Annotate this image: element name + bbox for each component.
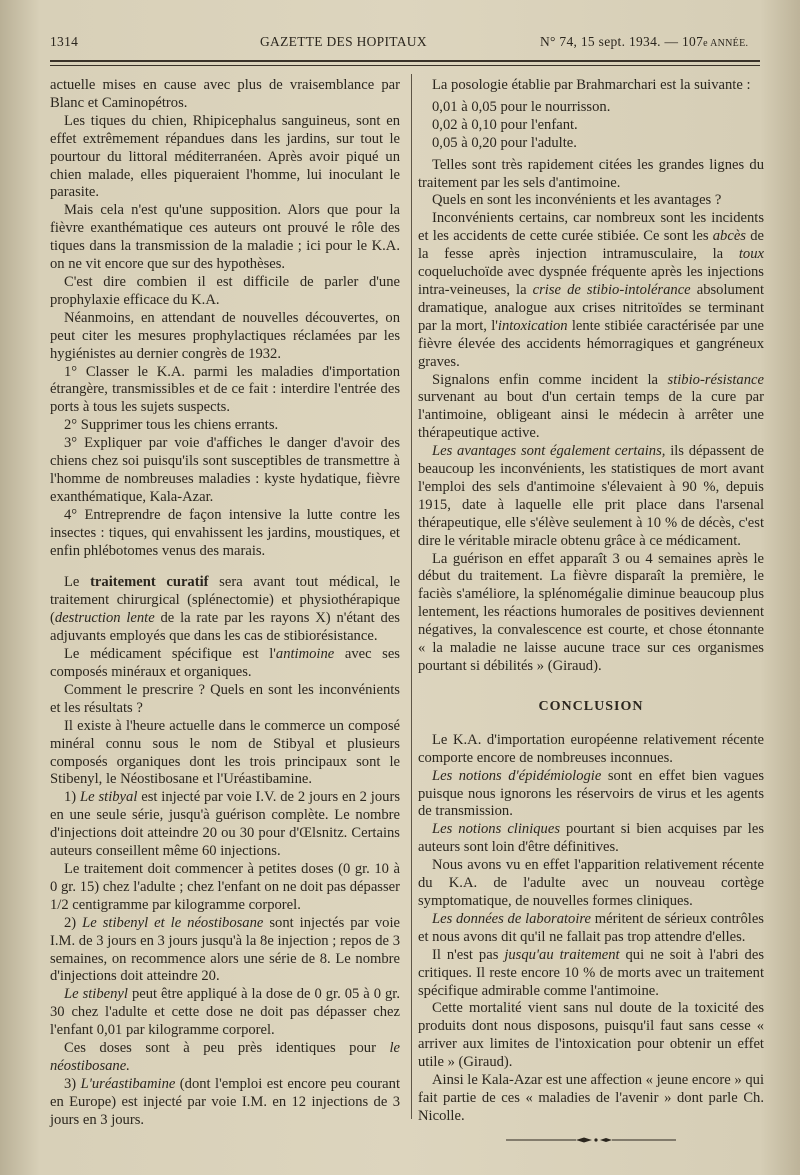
section-title-conclusion: CONCLUSION xyxy=(538,698,644,714)
end-ornament-icon xyxy=(506,1136,676,1144)
paragraph xyxy=(50,1076,400,1130)
header-rule-thin xyxy=(50,65,760,66)
paragraph: Cette mortalité vient sans nul doute de la toxicité des produits dont nous disposons, puisqu'il faut sans cesse « arriver aux limites de l'intoxication pour obtenir un effet utile » (Giraud). xyxy=(418,1000,764,1071)
text: 2) xyxy=(64,914,83,931)
text: sont injectés par voie I.M. de 3 jours en 3 jours jusqu'à la 8e injection ; repos de 3 semaines, on recommence alors une série de 8. Le nombre d'injections doit atteindre 20. xyxy=(50,914,400,985)
text: Inconvénients certains, car nombreux sont les incidents et les accidents de cette curée stibiée. Ce sont les xyxy=(418,210,764,245)
italic-term: destruction lente xyxy=(54,610,155,627)
issue-info xyxy=(540,34,748,50)
italic-term: antimoine xyxy=(275,646,335,663)
text: Le médicament spécifique est l' xyxy=(64,646,276,663)
paragraph xyxy=(50,986,400,1040)
bold-term: traitement curatif xyxy=(90,574,209,591)
italic-term: le néostibosane. xyxy=(50,1040,400,1074)
paragraph: Telles sont très rapidement citées les grandes lignes du traitement par les sels d'antimoine. xyxy=(418,156,764,191)
italic-term: Les avantages sont également certains, xyxy=(432,443,666,460)
issue-year: e ANNÉE. xyxy=(703,38,749,49)
dosage-list xyxy=(432,99,764,153)
text: survenant au bout d'un certain temps de la cure par l'antimoine, obligeant ainsi le médecin à arrêter une thérapeutique active. xyxy=(418,389,764,442)
italic-term: L'uréastibamine xyxy=(80,1075,176,1092)
paragraph xyxy=(418,911,764,947)
paragraph xyxy=(50,1040,400,1076)
end-ornament xyxy=(506,1136,676,1144)
text: 3) xyxy=(64,1075,81,1092)
measure-item: 4° Entreprendre de façon intensive la lutte contre les insectes : tiques, qui envahissent les jardins, moustiques, et enfin phlébotomes venus des marais. xyxy=(50,506,400,559)
left-column xyxy=(50,77,400,1130)
dosage-item: 0,01 à 0,05 pour le nourrisson. xyxy=(432,98,611,115)
text: Le xyxy=(64,574,91,591)
paragraph: Les tiques du chien, Rhipicephalus sanguineus, sont en effet extrêmement répandues dans les jardins, sur tout le pourtour du littoral méditerranéen. Après avoir piqué un chien malade, elles piqueraient l'homme, lui inoculant le parasite. xyxy=(50,112,400,201)
paragraph: actuelle mises en cause avec plus de vraisemblance par Blanc et Caminopétros. xyxy=(50,77,400,111)
italic-term: Le stibyal xyxy=(80,789,138,806)
text: 1) xyxy=(64,789,81,806)
paragraph: Le K.A. d'importation européenne relativement récente comporte encore de nombreuses inconnues. xyxy=(418,731,764,766)
header-rule-thick xyxy=(50,60,760,62)
paragraph: Néanmoins, en attendant de nouvelles découvertes, on peut citer les mesures prophylactiques réclamées par les hygiénistes au dernier congrès de 1932. xyxy=(50,309,400,362)
paragraph xyxy=(50,789,400,861)
text: Ces doses sont à peu près identiques pour xyxy=(64,1040,390,1057)
paragraph: Mais cela n'est qu'une supposition. Alors que pour la fièvre exanthématique ces auteurs ont prouvé le rôle des tiques dans la transmission de la maladie ; ici pour le K.A. on ne vit encore que sur des hypothèses. xyxy=(50,202,400,273)
dosage-item: 0,05 à 0,20 pour l'adulte. xyxy=(432,134,577,151)
right-column xyxy=(418,77,764,1144)
text: (dont l'emploi est encore peu courant en Europe) est injecté par voie I.M. en 12 injections de 3 jours en 3 jours. xyxy=(50,1075,400,1128)
paragraph: C'est dire combien il est difficile de parler d'une prophylaxie efficace du K.A. xyxy=(50,273,400,308)
italic-term: Les notions d'épidémiologie xyxy=(432,767,602,784)
paragraph-treatment xyxy=(50,574,400,646)
italic-term: abcès xyxy=(712,228,746,245)
paragraph xyxy=(50,915,400,987)
text: qui ne soit à l'abri des critiques. Il reste encore 10 % de morts avec un traitement spécifique admirable comme l'antimoine. xyxy=(418,946,764,999)
paragraph-inconvenients xyxy=(418,210,764,371)
paragraph: La guérison en effet apparaît 3 ou 4 semaines après le début du traitement. La fièvre disparaît la première, le faciès s'améliore, la splénomégalie diminue beaucoup plus lentement, les réactions humorales de positives deviennent négatives, la convalescence est courte, et chose étonnante « la maladie ne laisse aucune trace sur ces organismes pourtant si débilités » (Giraud). xyxy=(418,550,764,674)
italic-term: jusqu'au traitement xyxy=(504,946,620,963)
text: pourtant si bien acquises par les auteurs sont loin d'être définitives. xyxy=(418,821,764,856)
paragraph xyxy=(418,768,764,822)
text: absolument dramatique, analogue aux crises nitritoïdes se terminant par la mort, l' xyxy=(418,281,764,334)
paragraph: Le traitement doit commencer à petites doses (0 gr. 10 à 0 gr. 15) chez l'adulte ; chez l'enfant on ne doit pas dépasser 1/2 centigramme par kilogramme corporel. xyxy=(50,860,400,913)
italic-term: intoxication xyxy=(497,317,568,334)
paragraph: Nous avons vu en effet l'apparition relativement récente du K.A. de l'adulte avec un nouveau cortège symptomatique, de nouvelles formes cliniques. xyxy=(418,857,764,909)
text: de la rate par les rayons X) n'étant des adjuvants employés que dans les cas de stibiorésistance. xyxy=(50,610,400,645)
paragraph xyxy=(418,372,764,444)
italic-term: Le stibenyl xyxy=(64,986,128,1003)
column-divider xyxy=(411,74,412,1119)
paragraph: La posologie établie par Brahmarchari est la suivante : xyxy=(432,77,751,93)
paragraph xyxy=(50,646,400,682)
italic-term: stibio-résistance xyxy=(667,371,764,388)
italic-term: Les données de laboratoire xyxy=(432,910,592,927)
text: lente stibiée caractérisée par une fièvre élevée des accidents hémorragiques et gangréneux graves. xyxy=(418,317,764,370)
paragraph xyxy=(418,821,764,857)
page-number: 1314 xyxy=(50,34,79,49)
journal-title: GAZETTE DES HOPITAUX xyxy=(260,34,427,49)
italic-term: Le stibenyl et le néostibosane xyxy=(82,914,264,931)
text: ils dépassent de beaucoup les inconvénients, les statistiques de mort avant l'emploi des sels d'antimoine s'élevaient à 90 %, depuis 1915, date à laquelle elle prit place dans l'arsenal thérapeutique, elle s'élève seulement à 10 % de décès, c'est dire le véritable miracle obtenu grâce à ce médicament. xyxy=(418,443,764,549)
text: peut être appliqué à la dose de 0 gr. 05 à 0 gr. 30 chez l'adulte et cette dose ne doit pas dépasser chez l'enfant 0,01 par kilogramme corporel. xyxy=(50,986,401,1039)
text: coqueluchoïde avec dyspnée fréquente après les injections intra-veineuses, la xyxy=(418,264,764,298)
italic-term: crise de stibio-intolérance xyxy=(532,281,691,298)
text: est injecté par voie I.V. de 2 jours en 2 jours en une seule série, jusqu'à guérison complète. Le nombre d'injections doit atteindre 20 ou 30 pour d'Œlsnitz. Certains auteurs conseillent même 60 injections. xyxy=(50,789,400,860)
paragraph: Il existe à l'heure actuelle dans le commerce un composé minéral connu sous le nom de Stibyal et plusieurs composés organiques dont les trois principaux sont le Stibenyl, le Néostibosane et l'Uréastibamine. xyxy=(50,717,400,788)
text: de la fesse après injection intramusculaire, la xyxy=(418,228,764,263)
italic-term: Les notions cliniques xyxy=(432,821,561,838)
measure-item: 3° Expliquer par voie d'affiches le danger d'avoir des chiens chez soi puisqu'ils sont susceptibles de transmettre à l'homme de nombreuses maladies : kyste hydatique, fièvre exanthématique, Kala-Azar. xyxy=(50,435,400,505)
text: Il n'est pas xyxy=(432,946,505,963)
paragraph: Quels en sont les inconvénients et les avantages ? xyxy=(432,192,722,209)
dosage-item: 0,02 à 0,10 pour l'enfant. xyxy=(432,116,578,133)
text: sont en effet bien vagues puisque nous ignorons les réservoirs de virus et les agents de transmission. xyxy=(418,767,764,820)
paragraph: Ainsi le Kala-Azar est une affection « jeune encore » qui fait partie de ces « maladies de l'avenir » dont parle Ch. Nicolle. xyxy=(418,1072,765,1124)
measure-item: 1° Classer le K.A. parmi les maladies d'importation étrangère, transmissibles et de ce fait : interdire l'entrée des ports à tous les sujets suspects. xyxy=(50,363,400,416)
italic-term: toux xyxy=(738,246,764,263)
issue-date: N° 74, 15 sept. 1934. — 107 xyxy=(540,34,704,49)
paragraph: Comment le prescrire ? Quels en sont les inconvénients et les résultats ? xyxy=(50,681,400,716)
paragraph xyxy=(418,947,764,1001)
text: méritent de sérieux contrôles et nous avons dit qu'il ne fallait pas trop attendre d'elles. xyxy=(418,910,764,945)
paragraph-avantages xyxy=(418,443,764,550)
text: avec ses composés minéraux et organiques. xyxy=(50,646,400,680)
measure-item: 2° Supprimer tous les chiens errants. xyxy=(64,417,279,434)
text: Signalons enfin comme incident la xyxy=(432,371,668,388)
running-header xyxy=(50,34,760,54)
text: sera avant tout médical, le traitement chirurgical (splénectomie) et physiothérapique ( xyxy=(50,574,400,627)
